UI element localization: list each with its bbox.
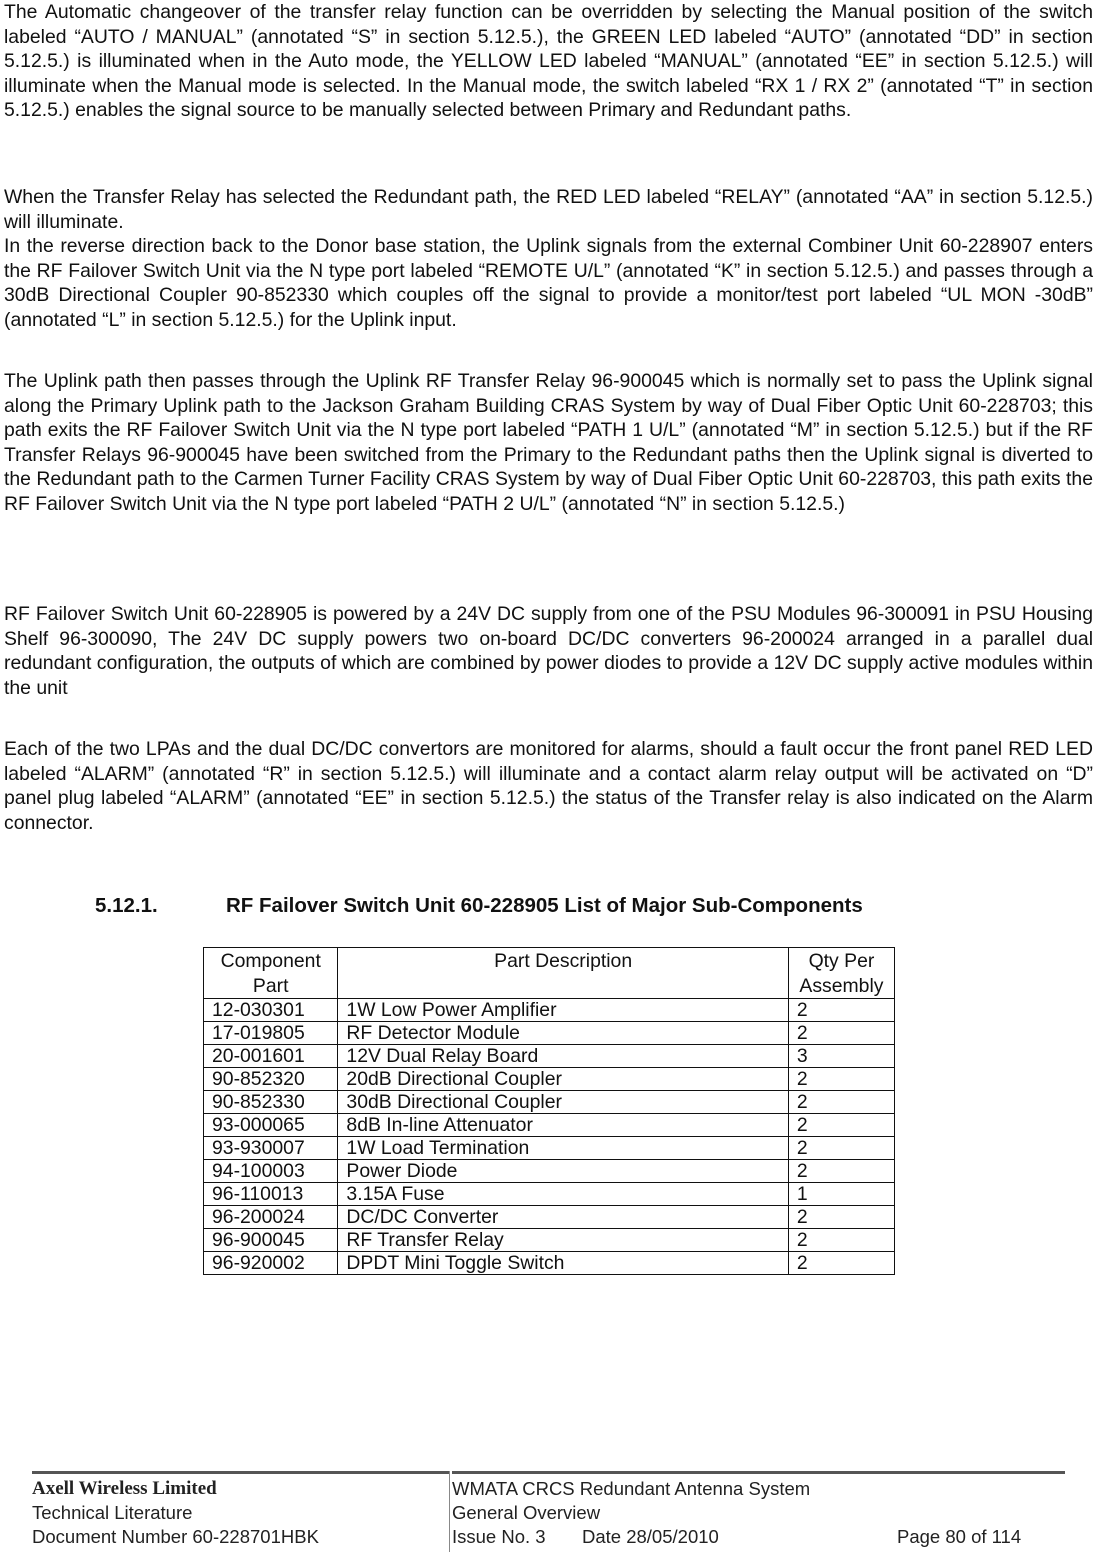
table-row bbox=[204, 999, 895, 1022]
footer-company: Axell Wireless Limited bbox=[32, 1478, 217, 1499]
cell-part-description: 3.15A Fuse bbox=[338, 1183, 789, 1206]
table-row bbox=[204, 1252, 895, 1275]
footer-document-number: Document Number 60-228701HBK bbox=[32, 1526, 319, 1547]
table-row bbox=[204, 1229, 895, 1252]
footer-rule-right bbox=[452, 1471, 1065, 1474]
cell-part-description: Power Diode bbox=[338, 1160, 789, 1183]
cell-part-number: 90-852320 bbox=[204, 1068, 338, 1091]
table-row bbox=[204, 1183, 895, 1206]
cell-part-number: 93-000065 bbox=[204, 1114, 338, 1137]
cell-part-number: 96-110013 bbox=[204, 1183, 338, 1206]
cell-part-number: 94-100003 bbox=[204, 1160, 338, 1183]
cell-qty: 2 bbox=[788, 1206, 894, 1229]
sub-components-table bbox=[203, 947, 895, 1275]
cell-part-number: 96-920002 bbox=[204, 1252, 338, 1275]
cell-part-number: 93-930007 bbox=[204, 1137, 338, 1160]
paragraph-manual-override: The Automatic changeover of the transfer relay function can be overridden by selecting the Manual position of the switch labeled “AUTO / MANUAL” (annotated “S” in section 5.12.5.), the GREEN LED labeled “AUTO” (annotated “DD” in section 5.12.5.) is illuminated when in the Auto mode, the YELLOW LED labeled “MANUAL” (annotated “EE” in section 5.12.5.) will illuminate when the Manual mode is selected. In the Manual mode, the switch labeled “RX 1 / RX 2” (annotated “T” in section 5.12.5.) enables the signal source to be manually selected between Primary and Redundant paths. bbox=[4, 1, 1093, 122]
table-row bbox=[204, 1091, 895, 1114]
cell-part-description: 12V Dual Relay Board bbox=[338, 1045, 789, 1068]
table-row bbox=[204, 1160, 895, 1183]
cell-part-number: 17-019805 bbox=[204, 1022, 338, 1045]
column-header-component-part: Component Part bbox=[204, 948, 338, 999]
cell-qty: 2 bbox=[788, 1137, 894, 1160]
footer-overview: General Overview bbox=[452, 1502, 601, 1523]
table-body bbox=[204, 999, 895, 1275]
column-header-qty-per-assembly: Qty Per Assembly bbox=[788, 948, 894, 999]
cell-part-description: DC/DC Converter bbox=[338, 1206, 789, 1229]
cell-qty: 2 bbox=[788, 1229, 894, 1252]
table-header-row bbox=[204, 948, 895, 999]
cell-part-description: 30dB Directional Coupler bbox=[338, 1091, 789, 1114]
table-row bbox=[204, 1022, 895, 1045]
paragraph-redundant-path-led: When the Transfer Relay has selected the Redundant path, the RED LED labeled “RELAY” (annotated “AA” in section 5.12.5.) will illuminate. bbox=[4, 186, 1093, 233]
footer-system-name: WMATA CRCS Redundant Antenna System bbox=[452, 1478, 811, 1499]
footer-date: Date 28/05/2010 bbox=[582, 1526, 719, 1547]
cell-qty: 2 bbox=[788, 1022, 894, 1045]
section-heading bbox=[95, 894, 863, 918]
footer-rule-left bbox=[32, 1471, 449, 1474]
cell-part-number: 96-900045 bbox=[204, 1229, 338, 1252]
section-number: 5.12.1. bbox=[95, 894, 158, 917]
cell-part-description: 8dB In-line Attenuator bbox=[338, 1114, 789, 1137]
paragraph-uplink-transfer-relay: The Uplink path then passes through the Uplink RF Transfer Relay 96-900045 which is normally set to pass the Uplink signal along the Primary Uplink path to the Jackson Graham Building CRAS System by way of Dual Fiber Optic Unit 60-228703; this path exits the RF Failover Switch Unit via the N type port labeled “PATH 1 U/L” (annotated “M” in section 5.12.5.) but if the RF Transfer Relays 96-900045 have been switched from the Primary to the Redundant paths then the Uplink signal is diverted to the Redundant path to the Carmen Turner Facility CRAS System by way of Dual Fiber Optic Unit 60-228703, this path exits the RF Failover Switch Unit via the N type port labeled “PATH 2 U/L” (annotated “N” in section 5.12.5.) bbox=[4, 370, 1093, 515]
cell-part-description: RF Transfer Relay bbox=[338, 1229, 789, 1252]
cell-part-number: 96-200024 bbox=[204, 1206, 338, 1229]
footer-divider bbox=[449, 1471, 450, 1552]
cell-part-description: 1W Load Termination bbox=[338, 1137, 789, 1160]
paragraph-power-supply: RF Failover Switch Unit 60-228905 is powered by a 24V DC supply from one of the PSU Modules 96-300091 in PSU Housing Shelf 96-300090, The 24V DC supply powers two on-board DC/DC converters 96-200024 arranged in a parallel dual redundant configuration, the outputs of which are combined by power diodes to provide a 12V DC supply active modules within the unit bbox=[4, 603, 1093, 699]
cell-part-number: 12-030301 bbox=[204, 999, 338, 1022]
cell-qty: 3 bbox=[788, 1045, 894, 1068]
table-row bbox=[204, 1045, 895, 1068]
table-row bbox=[204, 1206, 895, 1229]
cell-qty: 2 bbox=[788, 1068, 894, 1091]
footer-issue: Issue No. 3 bbox=[452, 1526, 546, 1547]
table-row bbox=[204, 1137, 895, 1160]
cell-qty: 2 bbox=[788, 1114, 894, 1137]
column-header-part-description: Part Description bbox=[338, 948, 789, 999]
footer-literature: Technical Literature bbox=[32, 1502, 193, 1523]
cell-part-number: 90-852330 bbox=[204, 1091, 338, 1114]
cell-qty: 2 bbox=[788, 1160, 894, 1183]
cell-part-description: RF Detector Module bbox=[338, 1022, 789, 1045]
cell-qty: 2 bbox=[788, 1252, 894, 1275]
cell-qty: 2 bbox=[788, 999, 894, 1022]
footer-page-number: Page 80 of 114 bbox=[897, 1526, 1022, 1547]
cell-part-description: DPDT Mini Toggle Switch bbox=[338, 1252, 789, 1275]
paragraph-alarms: Each of the two LPAs and the dual DC/DC convertors are monitored for alarms, should a fault occur the front panel RED LED labeled “ALARM” (annotated “R” in section 5.12.5.) will illuminate and a contact alarm relay output will be activated on “D” panel plug labeled “ALARM” (annotated “EE” in section 5.12.5.) the status of the Transfer relay is also indicated on the Alarm connector. bbox=[4, 738, 1093, 834]
table-row bbox=[204, 1068, 895, 1091]
cell-qty: 2 bbox=[788, 1091, 894, 1114]
paragraph-uplink-input: In the reverse direction back to the Donor base station, the Uplink signals from the external Combiner Unit 60-228907 enters the RF Failover Switch Unit via the N type port labeled “REMOTE U/L” (annotated “K” in section 5.12.5.) and passes through a 30dB Directional Coupler 90-852330 which couples off the signal to provide a monitor/test port labeled “UL MON -30dB” (annotated “L” in section 5.12.5.) for the Uplink input. bbox=[4, 235, 1093, 331]
cell-part-number: 20-001601 bbox=[204, 1045, 338, 1068]
cell-part-description: 20dB Directional Coupler bbox=[338, 1068, 789, 1091]
cell-part-description: 1W Low Power Amplifier bbox=[338, 999, 789, 1022]
table-row bbox=[204, 1114, 895, 1137]
section-title: RF Failover Switch Unit 60-228905 List of Major Sub-Components bbox=[226, 894, 863, 917]
cell-qty: 1 bbox=[788, 1183, 894, 1206]
